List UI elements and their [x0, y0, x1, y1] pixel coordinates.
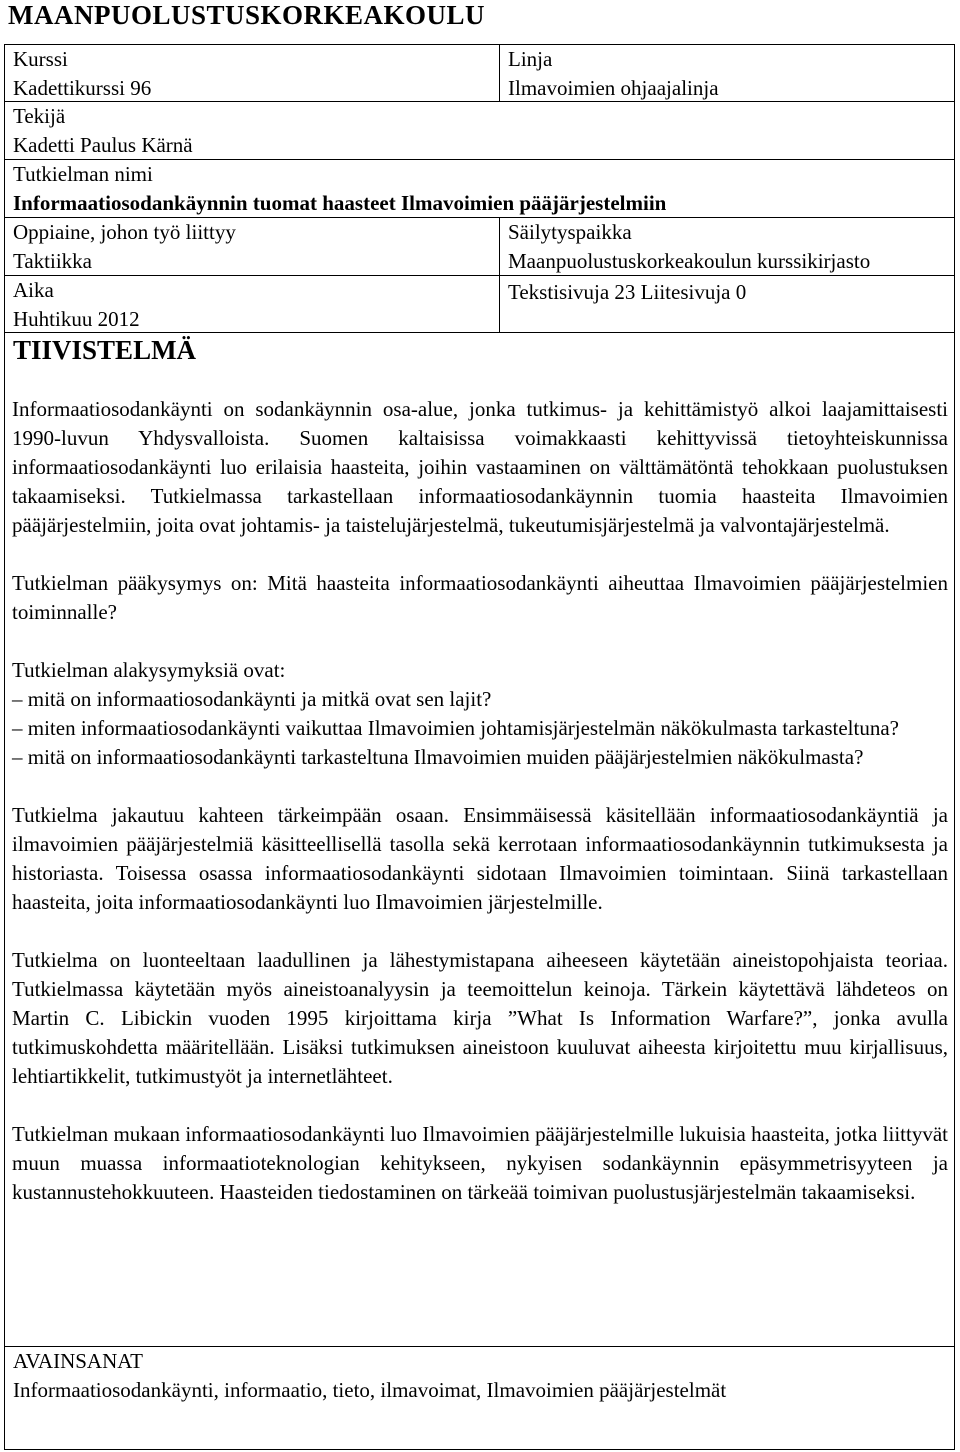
time-value: Huhtikuu 2012 [13, 307, 140, 331]
subject-value: Taktiikka [13, 249, 93, 273]
abstract-paragraph: Tutkielma on luonteeltaan laadullinen ja lähestymistapana aiheeseen käytetään aineistopohjaista teoriaa. Tutkielmassa käytetään myös aineistoanalyysin ja teemoittelun keinoja. Tärkein käytettävä lähdeteos on Martin C. Libickin vuoden 1995 kirjoittama kirja ”What Is Information Warfare?”, jonka avulla tutkimuskohdetta määritellään. Lisäksi tutkimuksen aineistoon kuuluvat aiheesta kirjoitettu muu kirjallisuus, lehtiartikkelit, tutkimustyöt ja internetlähteet. [12, 948, 948, 1088]
thesis-abstract-form [4, 44, 955, 1450]
abstract-body [12, 395, 948, 1207]
line-label: Linja [508, 47, 553, 71]
subquestion-item: – mitä on informaatiosodankäynti ja mitkä ovat sen lajit? [12, 687, 492, 711]
thesis-name-value: Informaatiosodankäynnin tuomat haasteet Ilmavoimien pääjärjestelmiin [13, 191, 667, 215]
abstract-paragraph: Informaatiosodankäynti on sodankäynnin osa-alue, jonka tutkimus- ja kehittämistyö alkoi laajamittaisesti 1990-luvun Yhdysvalloista. Suomen kaltaisissa voimakkaasti kehittyvissä tietoyhteiskunnissa informaatiosodankäynti luo erilaisia haasteita, joihin vastaaminen on välttämätöntä tehokkaan puolustuksen takaamiseksi. Tutkielmassa tarkastellaan informaatiosodankäynnin tuomia haasteita Ilmavoimien pääjärjestelmiin, joita ovat johtamis- ja taistelujärjestelmä, tukeutumisjärjestelmä ja valvontajärjestelmä. [12, 397, 948, 537]
keywords-label: AVAINSANAT [13, 1349, 143, 1373]
time-field [13, 276, 140, 334]
author-label: Tekijä [13, 104, 66, 128]
course-value: Kadettikurssi 96 [13, 76, 152, 100]
subquestion-item: – mitä on informaatiosodankäynti tarkasteltuna Ilmavoimien muiden pääjärjestelmien näkökulmasta? [12, 745, 864, 769]
author-value: Kadetti Paulus Kärnä [13, 133, 193, 157]
row-divider [5, 332, 954, 333]
abstract-paragraph: Tutkielma jakautuu kahteen tärkeimpään osaan. Ensimmäisessä käsitellään informaatiosodankäyntiä ja ilmavoimien pääjärjestelmiä käsitteellisellä tasolla sekä kerrotaan informaatiosodankäynnin tutkimuksesta ja historiasta. Toisessa osassa informaatiosodankäynti sidotaan Ilmavoimien toimintaan. Siinä tarkastellaan haasteita, joita informaatiosodankäynti luo Ilmavoimien järjestelmille. [12, 803, 948, 914]
pages-value: Tekstisivuja 23 Liitesivuja 0 [508, 280, 747, 304]
row-divider [5, 1346, 954, 1347]
institution-name: MAANPUOLUSTUSKORKEAKOULU [8, 0, 486, 30]
abstract-title: TIIVISTELMÄ [13, 335, 197, 365]
keywords-value: Informaatiosodankäynti, informaatio, tieto, ilmavoimat, Ilmavoimien pääjärjestelmät [13, 1378, 727, 1402]
subquestions-heading: Tutkielman alakysymyksiä ovat: [12, 658, 286, 682]
subquestion-item: – miten informaatiosodankäynti vaikuttaa Ilmavoimien johtamisjärjestelmän näkökulmasta tarkasteltuna? [12, 716, 899, 740]
author-field [13, 102, 193, 160]
subject-label: Oppiaine, johon työ liittyy [13, 220, 236, 244]
subject-field [13, 218, 236, 276]
column-divider [499, 45, 500, 101]
storage-field [508, 218, 870, 276]
pages-field [508, 278, 746, 307]
time-label: Aika [13, 278, 54, 302]
storage-label: Säilytyspaikka [508, 220, 632, 244]
column-divider [499, 217, 500, 332]
storage-value: Maanpuolustuskorkeakoulun kurssikirjasto [508, 249, 871, 273]
course-field [13, 45, 151, 103]
thesis-name-label: Tutkielman nimi [13, 162, 153, 186]
course-label: Kurssi [13, 47, 68, 71]
abstract-paragraph: Tutkielman pääkysymys on: Mitä haasteita informaatiosodankäynti aiheuttaa Ilmavoimien pääjärjestelmien toiminnalle? [12, 571, 948, 624]
abstract-paragraph: Tutkielman mukaan informaatiosodankäynti luo Ilmavoimien pääjärjestelmille lukuisia haasteita, jotka liittyvät muun muassa informaatioteknologian kehitykseen, nykyisen sodankäynnin epäsymmetrisyyteen ja kustannustehokkuuteen. Haasteiden tiedostaminen on tärkeää toimivan puolustusjärjestelmän takaamiseksi. [12, 1122, 948, 1204]
line-field [508, 45, 719, 103]
thesis-name-field [13, 160, 666, 218]
line-value: Ilmavoimien ohjaajalinja [508, 76, 719, 100]
